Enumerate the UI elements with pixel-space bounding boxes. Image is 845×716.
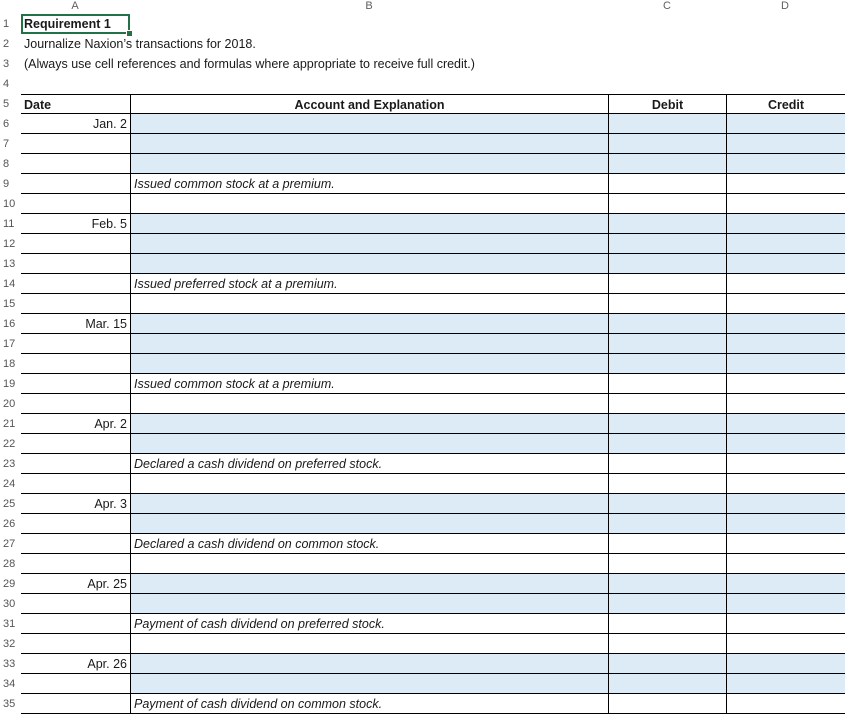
cell-a6[interactable]: Jan. 2 — [21, 114, 130, 134]
cell-b23[interactable]: Declared a cash dividend on preferred stock. — [130, 454, 608, 474]
cell-c26[interactable] — [608, 514, 726, 534]
cell-d31[interactable] — [726, 614, 845, 634]
row-header[interactable]: 9 — [3, 178, 10, 190]
row-header[interactable]: 29 — [3, 578, 16, 590]
cell-a7[interactable] — [21, 134, 130, 154]
table-row — [0, 314, 845, 334]
cell-b7[interactable] — [130, 134, 608, 154]
cell-b10[interactable] — [130, 194, 608, 214]
cell-a12[interactable] — [21, 234, 130, 254]
cell-c25[interactable] — [608, 494, 726, 514]
cell-a16[interactable]: Mar. 15 — [21, 314, 130, 334]
cell-c18[interactable] — [608, 354, 726, 374]
cell-d6[interactable] — [726, 114, 845, 134]
cell-b9[interactable]: Issued common stock at a premium. — [130, 174, 608, 194]
cell-c27[interactable] — [608, 534, 726, 554]
cell-a9[interactable] — [21, 174, 130, 194]
table-row — [0, 374, 845, 394]
cell-b27[interactable]: Declared a cash dividend on common stock. — [130, 534, 608, 554]
row-header[interactable]: 22 — [3, 438, 16, 450]
cell-c20[interactable] — [608, 394, 726, 414]
cell-a1[interactable]: Requirement 1 — [21, 14, 130, 34]
cell-a13[interactable] — [21, 254, 130, 274]
cell-d24[interactable] — [726, 474, 845, 494]
table-row — [0, 614, 845, 634]
cell-d25[interactable] — [726, 494, 845, 514]
cell-a23[interactable] — [21, 454, 130, 474]
column-header-b[interactable]: B — [365, 0, 373, 12]
table-row — [0, 594, 845, 614]
cell-a29[interactable]: Apr. 25 — [21, 574, 130, 594]
cell-b6[interactable] — [130, 114, 608, 134]
cell-d19[interactable] — [726, 374, 845, 394]
cell-c3[interactable] — [608, 54, 726, 74]
cell-d5[interactable]: Credit — [726, 94, 845, 114]
cell-c9[interactable] — [608, 174, 726, 194]
cell-c24[interactable] — [608, 474, 726, 494]
cell-b32[interactable] — [130, 634, 608, 654]
table-row — [0, 274, 845, 294]
cell-b15[interactable] — [130, 294, 608, 314]
cell-b11[interactable] — [130, 214, 608, 234]
row-header[interactable]: 12 — [3, 238, 16, 250]
table-row — [0, 434, 845, 454]
cell-b28[interactable] — [130, 554, 608, 574]
table-row — [0, 114, 845, 134]
cell-d26[interactable] — [726, 514, 845, 534]
table-row — [0, 194, 845, 214]
cell-a19[interactable] — [21, 374, 130, 394]
cell-b12[interactable] — [130, 234, 608, 254]
cell-a18[interactable] — [21, 354, 130, 374]
cell-c13[interactable] — [608, 254, 726, 274]
cell-c21[interactable] — [608, 414, 726, 434]
cell-c32[interactable] — [608, 634, 726, 654]
cell-a27[interactable] — [21, 534, 130, 554]
table-row — [0, 654, 845, 674]
table-row — [0, 634, 845, 654]
cell-a24[interactable] — [21, 474, 130, 494]
row-header[interactable]: 13 — [3, 258, 16, 270]
table-row — [0, 154, 845, 174]
cell-c2[interactable] — [608, 34, 726, 54]
table-row — [0, 134, 845, 154]
row-header[interactable]: 17 — [3, 338, 16, 350]
cell-d4[interactable] — [726, 74, 845, 94]
cell-b26[interactable] — [130, 514, 608, 534]
column-header-a[interactable]: A — [71, 0, 79, 12]
cell-d28[interactable] — [726, 554, 845, 574]
cell-d12[interactable] — [726, 234, 845, 254]
cell-c15[interactable] — [608, 294, 726, 314]
cell-b18[interactable] — [130, 354, 608, 374]
table-row — [0, 454, 845, 474]
cell-b1[interactable] — [130, 14, 608, 34]
table-row — [0, 254, 845, 274]
table-row — [0, 394, 845, 414]
cell-b21[interactable] — [130, 414, 608, 434]
row-header[interactable]: 25 — [3, 498, 16, 510]
row-header[interactable]: 33 — [3, 658, 16, 670]
cell-d17[interactable] — [726, 334, 845, 354]
cell-a34[interactable] — [21, 674, 130, 694]
row-header[interactable]: 1 — [3, 18, 10, 30]
cell-d13[interactable] — [726, 254, 845, 274]
cell-d20[interactable] — [726, 394, 845, 414]
cell-c10[interactable] — [608, 194, 726, 214]
table-row — [0, 554, 845, 574]
cell-d10[interactable] — [726, 194, 845, 214]
cell-b20[interactable] — [130, 394, 608, 414]
row-header[interactable]: 7 — [3, 138, 10, 150]
table-row — [0, 494, 845, 514]
row-header[interactable]: 6 — [3, 118, 10, 130]
cell-d30[interactable] — [726, 594, 845, 614]
cell-b3[interactable] — [130, 54, 608, 74]
table-row — [0, 514, 845, 534]
cell-b16[interactable] — [130, 314, 608, 334]
cell-a35[interactable] — [21, 694, 130, 714]
row-header[interactable]: 27 — [3, 538, 16, 550]
cell-c33[interactable] — [608, 654, 726, 674]
row-header[interactable]: 4 — [3, 78, 10, 90]
table-row — [0, 334, 845, 354]
cell-a28[interactable] — [21, 554, 130, 574]
cell-d35[interactable] — [726, 694, 845, 714]
row-header[interactable]: 32 — [3, 638, 16, 650]
cell-c7[interactable] — [608, 134, 726, 154]
cell-b30[interactable] — [130, 594, 608, 614]
cell-c17[interactable] — [608, 334, 726, 354]
table-row — [0, 54, 845, 74]
cell-c11[interactable] — [608, 214, 726, 234]
cell-c22[interactable] — [608, 434, 726, 454]
row-header[interactable]: 19 — [3, 378, 16, 390]
cell-a30[interactable] — [21, 594, 130, 614]
table-row — [0, 534, 845, 554]
row-header[interactable]: 14 — [3, 278, 16, 290]
cell-a5[interactable]: Date — [21, 94, 130, 114]
column-header-c[interactable]: C — [663, 0, 671, 12]
table-row — [0, 14, 845, 34]
cell-a17[interactable] — [21, 334, 130, 354]
cell-c19[interactable] — [608, 374, 726, 394]
row-header[interactable]: 5 — [3, 98, 10, 110]
cell-a25[interactable]: Apr. 3 — [21, 494, 130, 514]
cell-b8[interactable] — [130, 154, 608, 174]
table-row — [0, 294, 845, 314]
cell-d9[interactable] — [726, 174, 845, 194]
select-all-corner[interactable] — [0, 0, 21, 13]
cell-d15[interactable] — [726, 294, 845, 314]
row-header[interactable]: 3 — [3, 58, 10, 70]
cell-a20[interactable] — [21, 394, 130, 414]
cell-c29[interactable] — [608, 574, 726, 594]
table-row — [0, 694, 845, 714]
table-row — [0, 174, 845, 194]
table-row — [0, 354, 845, 374]
cell-b22[interactable] — [130, 434, 608, 454]
cell-c14[interactable] — [608, 274, 726, 294]
cell-d29[interactable] — [726, 574, 845, 594]
cell-c34[interactable] — [608, 674, 726, 694]
cell-d7[interactable] — [726, 134, 845, 154]
cell-c30[interactable] — [608, 594, 726, 614]
row-header[interactable]: 10 — [3, 198, 16, 210]
row-header[interactable]: 24 — [3, 478, 16, 490]
cell-d27[interactable] — [726, 534, 845, 554]
table-row — [0, 94, 845, 114]
cell-c23[interactable] — [608, 454, 726, 474]
cell-a8[interactable] — [21, 154, 130, 174]
row-header[interactable]: 20 — [3, 398, 16, 410]
row-header[interactable]: 35 — [3, 698, 16, 710]
table-row — [0, 674, 845, 694]
cell-c5[interactable]: Debit — [608, 94, 726, 114]
row-header[interactable]: 31 — [3, 618, 16, 630]
cell-b29[interactable] — [130, 574, 608, 594]
row-header[interactable]: 34 — [3, 678, 16, 690]
cell-c12[interactable] — [608, 234, 726, 254]
cell-b31[interactable]: Payment of cash dividend on preferred stock. — [130, 614, 608, 634]
cell-a33[interactable]: Apr. 26 — [21, 654, 130, 674]
cell-d21[interactable] — [726, 414, 845, 434]
cell-d33[interactable] — [726, 654, 845, 674]
cell-b19[interactable]: Issued common stock at a premium. — [130, 374, 608, 394]
cell-a2[interactable]: Journalize Naxion’s transactions for 2018. — [24, 37, 256, 51]
cell-d23[interactable] — [726, 454, 845, 474]
cell-d11[interactable] — [726, 214, 845, 234]
cell-d22[interactable] — [726, 434, 845, 454]
cell-a14[interactable] — [21, 274, 130, 294]
cell-c35[interactable] — [608, 694, 726, 714]
table-row — [0, 414, 845, 434]
cell-c16[interactable] — [608, 314, 726, 334]
cell-a15[interactable] — [21, 294, 130, 314]
row-header[interactable]: 16 — [3, 318, 16, 330]
cell-d8[interactable] — [726, 154, 845, 174]
table-row — [0, 214, 845, 234]
cell-c28[interactable] — [608, 554, 726, 574]
cell-c8[interactable] — [608, 154, 726, 174]
column-header-d[interactable]: D — [781, 0, 789, 12]
cell-d34[interactable] — [726, 674, 845, 694]
cell-a3[interactable]: (Always use cell references and formulas where appropriate to receive full credit.) — [24, 57, 475, 71]
cell-b25[interactable] — [130, 494, 608, 514]
cell-d16[interactable] — [726, 314, 845, 334]
cell-d2[interactable] — [726, 34, 845, 54]
cell-a10[interactable] — [21, 194, 130, 214]
row-header[interactable]: 28 — [3, 558, 16, 570]
row-header[interactable]: 30 — [3, 598, 16, 610]
row-header[interactable]: 8 — [3, 158, 10, 170]
cell-b14[interactable]: Issued preferred stock at a premium. — [130, 274, 608, 294]
cell-a32[interactable] — [21, 634, 130, 654]
column-headers — [0, 0, 845, 14]
table-row — [0, 574, 845, 594]
row-header[interactable]: 23 — [3, 458, 16, 470]
cell-d14[interactable] — [726, 274, 845, 294]
cell-a4[interactable] — [21, 74, 130, 94]
row-header[interactable]: 11 — [3, 218, 15, 230]
cell-b33[interactable] — [130, 654, 608, 674]
cell-a21[interactable]: Apr. 2 — [21, 414, 130, 434]
row-header[interactable]: 2 — [3, 38, 10, 50]
cell-d1[interactable] — [726, 14, 845, 34]
cell-a11[interactable]: Feb. 5 — [21, 214, 130, 234]
cell-a22[interactable] — [21, 434, 130, 454]
row-header[interactable]: 26 — [3, 518, 16, 530]
cell-a26[interactable] — [21, 514, 130, 534]
cell-b5[interactable]: Account and Explanation — [130, 94, 608, 114]
cell-b17[interactable] — [130, 334, 608, 354]
cell-d32[interactable] — [726, 634, 845, 654]
cell-c1[interactable] — [608, 14, 726, 34]
table-row — [0, 34, 845, 54]
row-header[interactable]: 21 — [3, 418, 16, 430]
cell-b4[interactable] — [130, 74, 608, 94]
cell-b35[interactable]: Payment of cash dividend on common stock. — [130, 694, 608, 714]
cell-a31[interactable] — [21, 614, 130, 634]
cell-b34[interactable] — [130, 674, 608, 694]
table-row — [0, 74, 845, 94]
cell-b24[interactable] — [130, 474, 608, 494]
table-row — [0, 474, 845, 494]
cell-c31[interactable] — [608, 614, 726, 634]
cell-b2[interactable] — [130, 34, 608, 54]
row-header[interactable]: 15 — [3, 298, 16, 310]
row-header[interactable]: 18 — [3, 358, 16, 370]
cell-d3[interactable] — [726, 54, 845, 74]
cell-c4[interactable] — [608, 74, 726, 94]
table-row — [0, 234, 845, 254]
cell-c6[interactable] — [608, 114, 726, 134]
cell-b13[interactable] — [130, 254, 608, 274]
cell-d18[interactable] — [726, 354, 845, 374]
